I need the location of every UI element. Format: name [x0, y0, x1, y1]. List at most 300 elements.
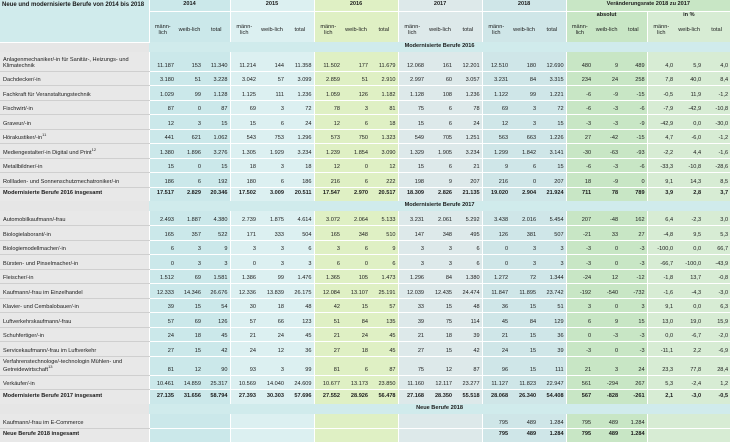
- cell-female: 31.656: [176, 390, 203, 404]
- cell-female: 12: [593, 269, 620, 284]
- cell-total: 1.284: [620, 414, 647, 429]
- cell-female: 2.826: [426, 187, 454, 201]
- cell-total: 72: [538, 100, 566, 115]
- cell-total: 12.201: [454, 52, 482, 71]
- year-2014-header: 2014: [149, 0, 230, 11]
- cell-female: 9: [593, 52, 620, 71]
- cell-male: 4,7: [647, 129, 675, 144]
- cell-total: 66,7: [703, 240, 730, 255]
- cell-female: 0: [342, 255, 370, 270]
- cell-female: -3: [593, 158, 620, 173]
- cell-female: 14.859: [176, 375, 203, 390]
- cell-female: 11.895: [510, 284, 538, 299]
- row-label-text: Kaufmann/-frau im Einzelhandel: [3, 289, 83, 296]
- cell-female: 489: [510, 414, 538, 429]
- cell-female: 13.173: [342, 375, 370, 390]
- cell-female: 18: [258, 298, 286, 313]
- cell-total: 123: [286, 313, 314, 328]
- cell-female: 28.350: [426, 390, 454, 404]
- cell-female: 15: [176, 298, 203, 313]
- cell-male: 24: [149, 327, 176, 342]
- cell-female: 108: [426, 86, 454, 101]
- cell-male: 1.125: [230, 86, 258, 101]
- cell-total: 1.296: [286, 129, 314, 144]
- cell-male: 10.569: [230, 375, 258, 390]
- subheader-total: total: [286, 20, 314, 42]
- footnote-marker: 11: [42, 132, 47, 138]
- cell-total: -43,9: [703, 255, 730, 270]
- cell-male: 165: [314, 226, 342, 241]
- cell-total: 3.315: [538, 71, 566, 86]
- cell-female: -3: [593, 327, 620, 342]
- cell-female: 2.904: [510, 187, 538, 201]
- cell-female: [176, 414, 203, 429]
- cell-total: -3: [620, 342, 647, 357]
- cell-male: [314, 414, 342, 429]
- cell-male: -3: [566, 342, 593, 357]
- table-row: [0, 327, 730, 342]
- cell-female: 3: [342, 100, 370, 115]
- cell-male: 57: [230, 313, 258, 328]
- cell-male: 24: [482, 342, 510, 357]
- cell-male: 216: [482, 173, 510, 188]
- cell-female: [342, 414, 370, 429]
- cell-female: 69: [176, 269, 203, 284]
- cell-total: -2,0: [703, 327, 730, 342]
- cell-total: 522: [203, 226, 230, 241]
- change-percent-header: in %: [647, 11, 730, 20]
- cell-female: 3: [510, 240, 538, 255]
- cell-female: 2.970: [342, 187, 370, 201]
- subheader-male: männ-lich: [647, 20, 675, 42]
- cell-female: [258, 414, 286, 429]
- cell-male: 1.122: [482, 86, 510, 101]
- cell-total: 1.221: [538, 86, 566, 101]
- cell-female: 0: [593, 240, 620, 255]
- cell-male: 480: [566, 52, 593, 71]
- cell-total: -6: [620, 158, 647, 173]
- row-label-text: Fachkraft für Veranstaltungstechnik: [3, 91, 91, 98]
- cell-female: 75: [426, 313, 454, 328]
- cell-male: -42,9: [647, 115, 675, 130]
- subheader-male: männ-lich: [398, 20, 426, 42]
- row-label: [0, 129, 149, 144]
- row-label-text: Klavier- und Cembalobauer/-in: [3, 304, 79, 311]
- cell-male: 12.336: [230, 284, 258, 299]
- cell-male: 21: [566, 356, 593, 375]
- cell-female: 1.842: [510, 144, 538, 159]
- cell-female: 13.107: [342, 284, 370, 299]
- cell-male: 3: [230, 240, 258, 255]
- cell-total: 15: [203, 115, 230, 130]
- cell-total: -30,0: [703, 115, 730, 130]
- table-row: [0, 269, 730, 284]
- cell-female: -100,0: [675, 255, 703, 270]
- cell-total: 258: [620, 71, 647, 86]
- row-label: [0, 173, 149, 188]
- row-label-text: Graveur/-in: [3, 120, 31, 127]
- cell-male: 81: [314, 356, 342, 375]
- cell-total: 1.380: [454, 269, 482, 284]
- cell-female: 153: [176, 52, 203, 71]
- cell-male: -192: [566, 284, 593, 299]
- cell-male: 12.510: [482, 52, 510, 71]
- cell-male: 180: [230, 173, 258, 188]
- cell-female: -10,8: [675, 158, 703, 173]
- table-row: [0, 375, 730, 390]
- cell-male: -24: [566, 269, 593, 284]
- subheader-female: weib-lich: [426, 20, 454, 42]
- cell-total: -28,6: [703, 158, 730, 173]
- cell-total: 24.609: [286, 375, 314, 390]
- cell-male: 9: [482, 158, 510, 173]
- cell-male: 93: [230, 356, 258, 375]
- cell-total: 26.175: [286, 284, 314, 299]
- cell-total: 3: [286, 255, 314, 270]
- cell-female: 105: [342, 269, 370, 284]
- subheader-male: männ-lich: [482, 20, 510, 42]
- row-label: [0, 226, 149, 241]
- cell-male: 2.739: [230, 211, 258, 226]
- table-row: [0, 86, 730, 101]
- cell-total: -1,2: [703, 129, 730, 144]
- row-label: [0, 100, 149, 115]
- subheader-female: weib-lich: [258, 20, 286, 42]
- cell-male: 795: [566, 428, 593, 442]
- subheader-female: weib-lich: [675, 20, 703, 42]
- cell-female: -294: [593, 375, 620, 390]
- cell-total: 15: [620, 313, 647, 328]
- cell-female: -3: [593, 115, 620, 130]
- cell-total: 192: [203, 173, 230, 188]
- cell-total: 5.454: [538, 211, 566, 226]
- row-label-text: Dachdecker/-in: [3, 77, 41, 84]
- cell-female: 2.016: [510, 211, 538, 226]
- cell-male: 10.677: [314, 375, 342, 390]
- cell-female: 1.905: [426, 144, 454, 159]
- table-row: [0, 414, 730, 429]
- cell-female: 2.064: [342, 211, 370, 226]
- table-row: [0, 173, 730, 188]
- cell-total: [203, 428, 230, 442]
- cell-female: 0,0: [675, 115, 703, 130]
- cell-total: [703, 414, 730, 429]
- footnote-marker: 13: [48, 364, 53, 370]
- cell-male: 39: [149, 298, 176, 313]
- cell-male: 0,0: [647, 327, 675, 342]
- subheader-female: weib-lich: [510, 20, 538, 42]
- cell-male: 12: [482, 115, 510, 130]
- cell-total: 495: [454, 226, 482, 241]
- row-label: [0, 86, 149, 101]
- cell-male: [398, 428, 426, 442]
- cell-total: 42: [454, 342, 482, 357]
- cell-male: 1.059: [314, 86, 342, 101]
- cell-total: -3: [620, 255, 647, 270]
- cell-total: 8,5: [703, 173, 730, 188]
- cell-total: 87: [203, 100, 230, 115]
- cell-total: 22.947: [538, 375, 566, 390]
- cell-total: 78: [454, 100, 482, 115]
- cell-male: 795: [566, 414, 593, 429]
- cell-total: 28,4: [703, 356, 730, 375]
- cell-total: 8,4: [703, 71, 730, 86]
- row-label-text: Biologiemodellmacher/-in: [3, 246, 66, 253]
- cell-female: 357: [176, 226, 203, 241]
- cell-female: 3: [510, 115, 538, 130]
- cell-total: 23.742: [538, 284, 566, 299]
- cell-male: 5,3: [647, 375, 675, 390]
- cell-total: 24.474: [454, 284, 482, 299]
- cell-male: -33,3: [647, 158, 675, 173]
- cell-male: -3: [566, 240, 593, 255]
- table-row: [0, 342, 730, 357]
- cell-female: -9: [593, 86, 620, 101]
- cell-male: 18: [230, 158, 258, 173]
- cell-total: 11.340: [203, 52, 230, 71]
- cell-total: [203, 414, 230, 429]
- cell-female: -42: [593, 129, 620, 144]
- row-label: [0, 298, 149, 313]
- cell-male: -4,8: [647, 226, 675, 241]
- cell-male: 563: [482, 129, 510, 144]
- cell-total: 267: [620, 375, 647, 390]
- cell-total: 15: [538, 158, 566, 173]
- row-label-text: Biologielaborant/-in: [3, 231, 51, 238]
- cell-male: 12.039: [398, 284, 426, 299]
- cell-female: 3: [258, 158, 286, 173]
- cell-total: 1.476: [286, 269, 314, 284]
- table-row: [0, 115, 730, 130]
- cell-male: 12: [149, 115, 176, 130]
- cell-total: 23.277: [454, 375, 482, 390]
- cell-female: 348: [342, 226, 370, 241]
- header-row-years: [0, 0, 730, 11]
- cell-male: 3.042: [230, 71, 258, 86]
- cell-total: 11.358: [286, 52, 314, 71]
- cell-female: -828: [593, 390, 620, 404]
- cell-female: 11,9: [675, 86, 703, 101]
- cell-female: 6: [426, 158, 454, 173]
- cell-male: -21: [566, 226, 593, 241]
- cell-female: 99: [176, 86, 203, 101]
- cell-total: 18: [286, 158, 314, 173]
- cell-male: 3: [398, 255, 426, 270]
- subheader-total: total: [203, 20, 230, 42]
- cell-male: 795: [482, 428, 510, 442]
- cell-female: 24: [342, 327, 370, 342]
- cell-female: 84: [426, 269, 454, 284]
- cell-female: 72: [510, 269, 538, 284]
- section-heading-row: [0, 201, 730, 211]
- cell-male: 0: [482, 255, 510, 270]
- cell-female: 14.346: [176, 284, 203, 299]
- cell-female: 1.929: [258, 144, 286, 159]
- cell-total: 1.128: [203, 86, 230, 101]
- cell-female: 4,4: [675, 144, 703, 159]
- table-row: [0, 313, 730, 328]
- cell-male: 126: [482, 226, 510, 241]
- cell-male: 81: [149, 356, 176, 375]
- cell-male: 27: [398, 342, 426, 357]
- cell-male: 21: [314, 327, 342, 342]
- footnote-marker: 12: [91, 146, 97, 152]
- cell-total: 6: [454, 255, 482, 270]
- cell-female: -48: [593, 211, 620, 226]
- row-label: [0, 375, 149, 390]
- cell-male: 12.068: [398, 52, 426, 71]
- cell-female: 51: [342, 71, 370, 86]
- cell-male: 15: [230, 115, 258, 130]
- table-row: [0, 298, 730, 313]
- table-row: [0, 158, 730, 173]
- row-label: [0, 187, 149, 201]
- cell-male: 2.997: [398, 71, 426, 86]
- cell-total: 15: [538, 115, 566, 130]
- cell-female: 15: [342, 298, 370, 313]
- cell-female: 99: [510, 86, 538, 101]
- cell-male: 23,3: [647, 356, 675, 375]
- cell-male: 21: [398, 327, 426, 342]
- row-label-text: Automobilkaufmann/-frau: [3, 217, 66, 224]
- row-label: [0, 414, 149, 429]
- cell-female: -2,4: [675, 375, 703, 390]
- cell-female: 40,0: [675, 71, 703, 86]
- cell-total: -732: [620, 284, 647, 299]
- cell-female: 6: [342, 356, 370, 375]
- cell-total: 21.924: [538, 187, 566, 201]
- cell-total: 48: [454, 298, 482, 313]
- cell-female: 753: [258, 129, 286, 144]
- cell-female: 0: [510, 173, 538, 188]
- cell-male: 57: [149, 313, 176, 328]
- cell-male: 3: [566, 298, 593, 313]
- cell-female: 1.887: [176, 211, 203, 226]
- cell-male: 3: [314, 240, 342, 255]
- table-title: Neue und modernisierte Berufe von 2014 bis 2018: [0, 0, 149, 42]
- cell-male: 21: [230, 327, 258, 342]
- cell-female: 489: [510, 428, 538, 442]
- cell-male: 3.180: [149, 71, 176, 86]
- cell-total: 24: [454, 115, 482, 130]
- cell-female: 0: [176, 100, 203, 115]
- cell-total: 1.226: [538, 129, 566, 144]
- cell-total: 48: [286, 298, 314, 313]
- cell-male: 0: [149, 255, 176, 270]
- cell-total: 5.133: [370, 211, 398, 226]
- cell-total: [703, 428, 730, 442]
- cell-total: 54.408: [538, 390, 566, 404]
- row-label: [0, 255, 149, 270]
- cell-female: 12: [426, 356, 454, 375]
- cell-female: 3: [258, 100, 286, 115]
- cell-male: 12.333: [149, 284, 176, 299]
- cell-male: 1.512: [149, 269, 176, 284]
- cell-total: 45: [203, 327, 230, 342]
- cell-male: 1.239: [314, 144, 342, 159]
- cell-male: 69: [230, 100, 258, 115]
- subheader-female: weib-lich: [342, 20, 370, 42]
- cell-male: -3: [566, 255, 593, 270]
- cell-female: 2,8: [675, 187, 703, 201]
- cell-female: 144: [258, 52, 286, 71]
- cell-female: 9,5: [675, 226, 703, 241]
- cell-male: 17.547: [314, 187, 342, 201]
- cell-male: 19.020: [482, 187, 510, 201]
- row-label: [0, 269, 149, 284]
- cell-total: -12: [620, 269, 647, 284]
- cell-total: 3.090: [370, 144, 398, 159]
- row-label: [0, 240, 149, 255]
- cell-male: 549: [398, 129, 426, 144]
- cell-female: 3: [593, 356, 620, 375]
- cell-female: 126: [342, 86, 370, 101]
- cell-total: 510: [370, 226, 398, 241]
- row-label-text: Verkäufer/-in: [3, 381, 35, 388]
- cell-total: 1.236: [286, 86, 314, 101]
- cell-female: 3: [426, 255, 454, 270]
- cell-male: 75: [398, 356, 426, 375]
- cell-male: 2,1: [647, 390, 675, 404]
- cell-male: 1.386: [230, 269, 258, 284]
- cell-female: 621: [176, 129, 203, 144]
- cell-total: 20.517: [370, 187, 398, 201]
- cell-male: 78: [314, 100, 342, 115]
- cell-total: [454, 414, 482, 429]
- cell-total: 6: [286, 240, 314, 255]
- row-label-text: Neue Berufe 2018 insgesamt: [3, 431, 80, 438]
- cell-male: 28.068: [482, 390, 510, 404]
- cell-female: 0: [593, 298, 620, 313]
- cell-female: 3: [176, 115, 203, 130]
- subheader-female: weib-lich: [176, 20, 203, 42]
- cell-female: 84: [510, 71, 538, 86]
- cell-total: 3,0: [703, 211, 730, 226]
- row-label-text: Hörakustiker/-in: [3, 135, 43, 142]
- cell-male: 7,8: [647, 71, 675, 86]
- cell-total: 20.346: [203, 187, 230, 201]
- cell-total: 129: [538, 313, 566, 328]
- subheader-total: total: [620, 20, 647, 42]
- cell-female: 750: [342, 129, 370, 144]
- cell-male: -6: [566, 100, 593, 115]
- cell-female: 161: [426, 52, 454, 71]
- cell-female: 6: [342, 240, 370, 255]
- cell-female: -3,0: [675, 390, 703, 404]
- cell-female: 3: [510, 100, 538, 115]
- cell-female: 6: [342, 173, 370, 188]
- cell-female: 84: [342, 313, 370, 328]
- cell-total: 3.228: [203, 71, 230, 86]
- cell-female: 15: [426, 342, 454, 357]
- cell-male: 4,0: [647, 52, 675, 71]
- cell-male: 51: [314, 313, 342, 328]
- cell-male: 3.231: [482, 71, 510, 86]
- row-label-text: Servicekaufmann/-frau im Luftverkehr: [3, 347, 97, 354]
- cell-male: 234: [566, 71, 593, 86]
- cell-total: 162: [620, 211, 647, 226]
- cell-total: 5,3: [703, 226, 730, 241]
- cell-total: 1.182: [370, 86, 398, 101]
- cell-female: 99: [258, 269, 286, 284]
- subheader-male: männ-lich: [149, 20, 176, 42]
- cell-female: 6: [426, 100, 454, 115]
- cell-male: 27.168: [398, 390, 426, 404]
- row-label: [0, 52, 149, 71]
- cell-total: 1.284: [620, 428, 647, 442]
- cell-total: 39: [454, 327, 482, 342]
- cell-female: 0: [593, 342, 620, 357]
